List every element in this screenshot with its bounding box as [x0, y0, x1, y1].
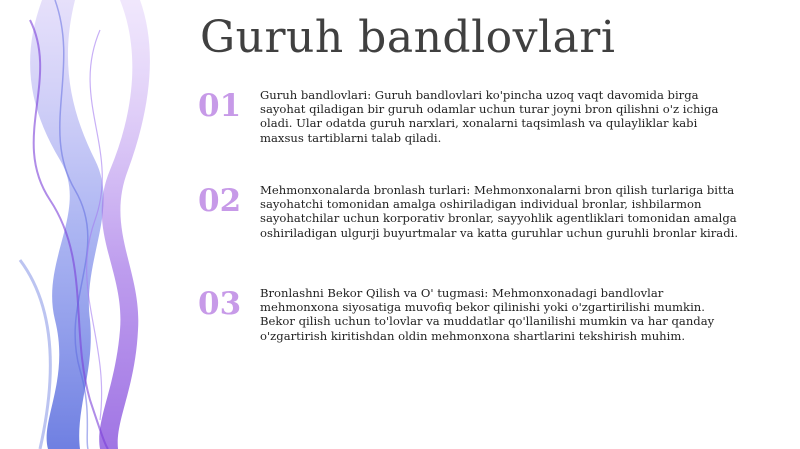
item-number: 01 — [198, 88, 242, 124]
item-number: 02 — [198, 183, 242, 219]
item-text: Mehmonxonalarda bronlash turlari: Mehmonxonalarni bron qilish turlariga bitta sayohatchi tomonidan amalga oshiriladigan individual bronlar, ishbilarmon sayohatchilar uchun korporativ bronlar, sayyohlik agentliklari tomonidan amalga oshiriladigan ulgurji buyurtmalar va katta guruhlar uchun guruhli bronlar kiradi. — [260, 183, 739, 240]
slide-title: Guruh bandlovlari — [200, 12, 616, 63]
purple-smoke-wave-graphic — [0, 0, 190, 449]
item-text: Guruh bandlovlari: Guruh bandlovlari ko'pincha uzoq vaqt davomida birga sayohat qiladigan bir guruh odamlar uchun turar joyni bron qilishni o'z ichiga oladi. Ular odatda guruh narxlari, xonalarni taqsimlash va qulayliklar kabi maxsus tartiblarni talab qiladi. — [260, 88, 719, 145]
item-number: 03 — [198, 286, 242, 322]
item-text: Bronlashni Bekor Qilish va O' tugmasi: Mehmonxonadagi bandlovlar mehmonxona siyosatiga muvofiq bekor qilinishi yoki o'zgartirilishi mumkin. Bekor qilish uchun to'lovlar va muddatlar qo'llanilishi mumkin va har qanday o'zgartirish kiritishdan oldin mehmonxona shartlarini tekshirish muhim. — [260, 286, 715, 343]
